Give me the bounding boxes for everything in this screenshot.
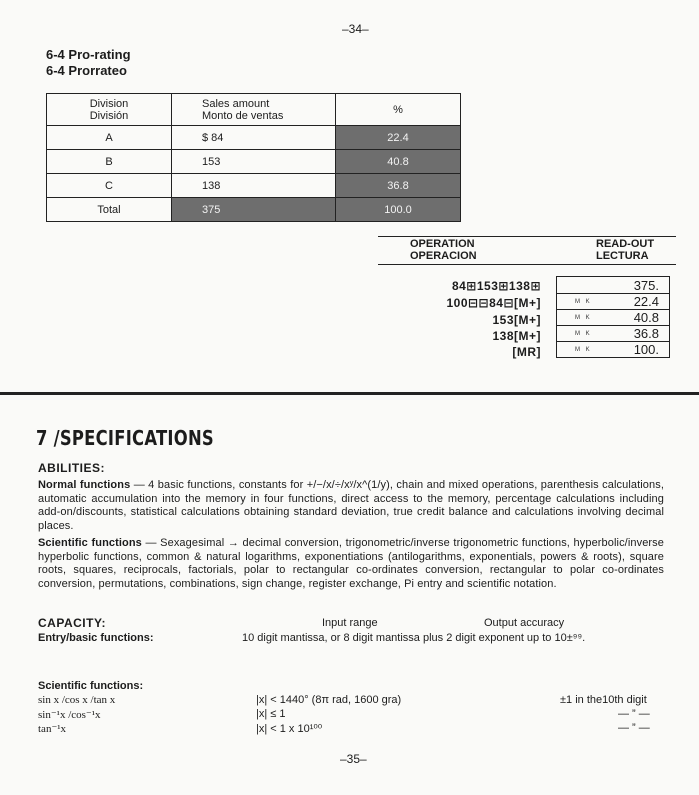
cell-percent: 36.8 [336, 174, 461, 198]
output-accuracy-heading: Output accuracy [484, 617, 565, 629]
cell-amount: 138 [172, 174, 336, 198]
memory-flag: M K [575, 331, 592, 337]
readout-value: 375. [633, 278, 659, 293]
arctan-function-name: tan⁻¹x [38, 723, 67, 735]
inverse-trig-input-range: |x| ≤ 1 [256, 708, 286, 720]
key-sequence-line: 138[M+] [492, 329, 541, 343]
normal-functions-label: Normal functions [38, 479, 131, 491]
scientific-functions-label: Scientific functions [38, 537, 142, 549]
page-number-bottom: –35– [340, 752, 367, 766]
total-label: Total [47, 198, 172, 222]
arctan-accuracy: — ” — [618, 722, 650, 734]
key-sequence-line: [MR] [512, 345, 541, 359]
header-division-en: Division [89, 97, 129, 110]
cell-amount: $ 84 [172, 126, 336, 150]
cell-division: A [47, 126, 172, 150]
scientific-capacity-label: Scientific functions: [38, 680, 144, 692]
total-percent: 100.0 [336, 198, 461, 222]
header-sales-en: Sales amount [202, 97, 270, 110]
cell-percent: 40.8 [336, 150, 461, 174]
operation-heading-en: OPERATION [410, 238, 475, 250]
operation-heading-es: OPERACION [410, 250, 477, 262]
scientific-functions-paragraph [38, 537, 664, 591]
cell-division: B [47, 150, 172, 174]
readout-value: 36.8 [633, 326, 659, 341]
readout-display [556, 276, 670, 358]
key-sequence-line: 100⊟⊟84⊟[M+] [446, 296, 541, 310]
key-sequence-line: 153[M+] [492, 313, 541, 327]
readout-value: 40.8 [633, 310, 659, 325]
entry-basic-text: 10 digit mantissa, or 8 digit mantissa plus 2 digit exponent up to 10±⁹⁹. [242, 632, 586, 644]
inverse-trig-function-name: sin⁻¹x /cos⁻¹x [38, 709, 101, 721]
memory-flag: M K [575, 299, 592, 305]
scientific-functions-text: — Sexagesimal → decimal conversion, trigonometric/inverse trigonometric functions, hyperbolic/inverse hyperbolic functions, common & natural logarithms, exponentiations (antilogarithms, exponentials, powers & roots), square roots, squares, reciprocals, factorials, polar to rectangular co-ordinates conversion, rectangular to polar co-ordinates conversion, permutations, combinations, sign change, register exchange, Pi entry and scientific notation. [38, 537, 664, 590]
abilities-heading: ABILITIES: [38, 461, 105, 475]
readout-value: 100. [633, 342, 659, 357]
memory-flag: M K [575, 315, 592, 321]
inverse-trig-accuracy: — ” — [618, 708, 650, 720]
chapter-title: 7 /SPECIFICATIONS [36, 426, 215, 450]
readout-row [557, 325, 669, 342]
readout-heading-en: READ-OUT [596, 238, 655, 250]
key-sequence-line: 84⊞153⊞138⊞ [451, 279, 541, 293]
cell-amount: 153 [172, 150, 336, 174]
page-divider [0, 392, 699, 395]
prorate-table [46, 93, 461, 222]
header-division-es: División [89, 109, 129, 122]
readout-heading-es: LECTURA [596, 250, 649, 262]
table-header-row [47, 94, 461, 126]
table-row [47, 174, 461, 198]
trig-input-range: |x| < 1440° (8π rad, 1600 gra) [256, 694, 402, 706]
total-amount: 375 [172, 198, 336, 222]
readout-value: 22.4 [633, 294, 659, 309]
trig-accuracy: ±1 in the10th digit [560, 694, 647, 706]
header-percent: % [336, 94, 461, 126]
cell-percent: 22.4 [336, 126, 461, 150]
capacity-heading: CAPACITY: [38, 616, 107, 630]
section-title-en: 6-4 Pro-rating [46, 47, 131, 62]
header-sales [172, 94, 336, 126]
input-range-heading: Input range [322, 617, 378, 629]
page-number-top: –34– [342, 22, 369, 36]
table-total-row [47, 198, 461, 222]
normal-functions-paragraph [38, 479, 664, 533]
cell-division: C [47, 174, 172, 198]
readout-row [557, 341, 669, 357]
memory-flag: M K [575, 347, 592, 353]
readout-row [557, 293, 669, 310]
header-division [47, 94, 172, 126]
readout-row [557, 309, 669, 326]
readout-row [557, 277, 669, 294]
table-row [47, 126, 461, 150]
header-sales-es: Monto de ventas [202, 109, 284, 122]
arctan-input-range: |x| < 1 x 10¹⁰⁰ [256, 723, 323, 735]
table-row [47, 150, 461, 174]
section-title-es: 6-4 Prorrateo [46, 63, 127, 78]
trig-function-name: sin x /cos x /tan x [38, 694, 116, 706]
normal-functions-text: — 4 basic functions, constants for +/−/x/÷/xʸ/x^(1/y), chain and mixed operations, parenthesis calculations, automatic accumulation into the memory in four functions, direct access to the memory, percentage calculations including add-on/discounts, statistical calculations obtaining standard deviation, true credit balance and calculations involving decimal places. [38, 479, 664, 532]
entry-basic-label: Entry/basic functions: [38, 632, 154, 644]
